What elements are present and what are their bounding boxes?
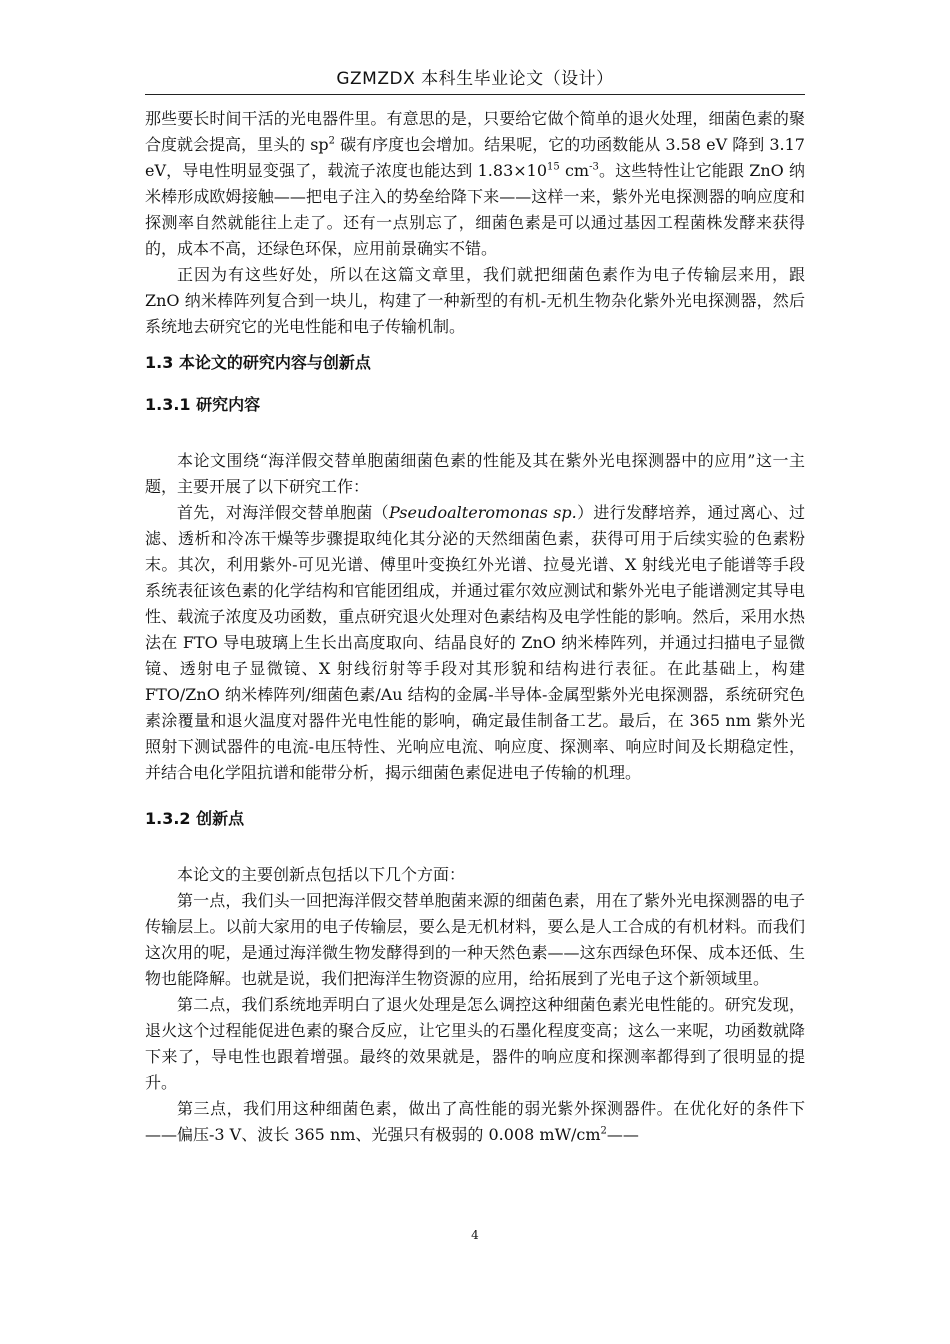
paragraph-innovation-1: 第一点，我们头一回把海洋假交替单胞菌来源的细菌色素，用在了紫外光电探测器的电子传输层上。以前大家用的电子传输层，要么是无机材料，要么是人工合成的有机材料。而我们这次用的呢，是通过海洋微生物发酵得到的一种天然色素——这东西绿色环保、成本还低、生物也能降解。也就是说，我们把海洋生物资源的应用，给拓展到了光电子这个新领域里。	[145, 891, 805, 988]
page-body	[145, 106, 805, 1148]
paragraph-etl-purpose: 正因为有这些好处，所以在这篇文章里，我们就把细菌色素作为电子传输层来用，跟 ZnO 纳米棒阵列复合到一块儿，构建了一种新型的有机-无机生物杂化紫外光电探测器，然后系统地去研究它的光电性能和电子传输机制。	[145, 265, 805, 336]
header-rule	[145, 94, 805, 95]
paragraph-innovation-3: 第三点，我们用这种细菌色素，做出了高性能的弱光紫外探测器件。在优化好的条件下——偏压-3 V、波长 365 nm、光强只有极弱的 0.008 $mW/cm^2——$	[145, 1099, 805, 1144]
paragraph-research-content: 首先，对海洋假交替单胞菌（Pseudoalteromonas sp.）进行发酵培养，通过离心、过滤、透析和冷冻干燥等步骤提取纯化其分泌的天然细菌色素，获得可用于后续实验的色素粉末。其次，利用紫外-可见光谱、傅里叶变换红外光谱、拉曼光谱、X 射线光电子能谱等手段系统表征该色素的化学结构和官能团组成，并通过霍尔效应测试和紫外光电子能谱测定其导电性、载流子浓度及功函数，重点研究退火处理对色素结构及电学性能的影响。然后，采用水热法在 FTO 导电玻璃上生长出高度取向、结晶良好的 ZnO 纳米棒阵列，并通过扫描电子显微镜、透射电子显微镜、X 射线衍射等手段对其形貌和结构进行表征。在此基础上，构建 FTO/ZnO 纳米棒阵列/细菌色素/Au 结构的金属-半导体-金属型紫外光电探测器，系统研究色素涂覆量和退火温度对器件光电性能的影响，确定最佳制备工艺。最后，在 365 nm 紫外光照射下测试器件的电流-电压特性、光响应电流、响应度、探测率、响应时间及长期稳定性，并结合电化学阻抗谱和能带分析，揭示细菌色素促进电子传输的机理。	[145, 503, 805, 782]
section-heading-1-3-2: 1.3.2 创新点	[145, 809, 245, 828]
paragraph-innovation-intro: 本论文的主要创新点包括以下几个方面：	[177, 865, 466, 884]
paragraph-research-theme: 本论文围绕“海洋假交替单胞菌细菌色素的性能及其在紫外光电探测器中的应用”这一主题，主要开展了以下研究工作：	[145, 451, 805, 496]
paragraph-innovation-2: 第二点，我们系统地弄明白了退火处理是怎么调控这种细菌色素光电性能的。研究发现，退火这个过程能促进色素的聚合反应，让它里头的石墨化程度变高；这么一来呢，功函数就降下来了，导电性也跟着增强。最终的效果就是，器件的响应度和探测率都得到了很明显的提升。	[145, 995, 805, 1092]
page-header: GZMZDX 本科生毕业论文（设计）	[336, 69, 614, 89]
section-heading-1-3: 1.3 本论文的研究内容与创新点	[145, 353, 371, 372]
paragraph-continuation: 那些要长时间干活的光电器件里。有意思的是，只要给它做个简单的退火处理，细菌色素的聚合度就会提高，里头的 $sp^2$ 碳有序度也会增加。结果呢，它的功函数能从 3.58 eV 降到 3.17 eV，导电性明显变强了，载流子浓度也能达到 $1.83\times 10^{15}$ $cm^{-3}$。这些特性让它能跟 ZnO 纳米棒形成欧姆接触——把电子注入的势垒给降下来——这样一来，紫外光电探测器的响应度和探测率自然就能往上走了。还有一点别忘了，细菌色素是可以通过基因工程菌株发酵来获得的，成本不高，还绿色环保，应用前景确实不错。	[145, 109, 805, 258]
species-name: Pseudoalteromonas sp.	[388, 503, 577, 522]
section-heading-1-3-1: 1.3.1 研究内容	[145, 395, 261, 414]
page-number: 4	[471, 1228, 479, 1242]
